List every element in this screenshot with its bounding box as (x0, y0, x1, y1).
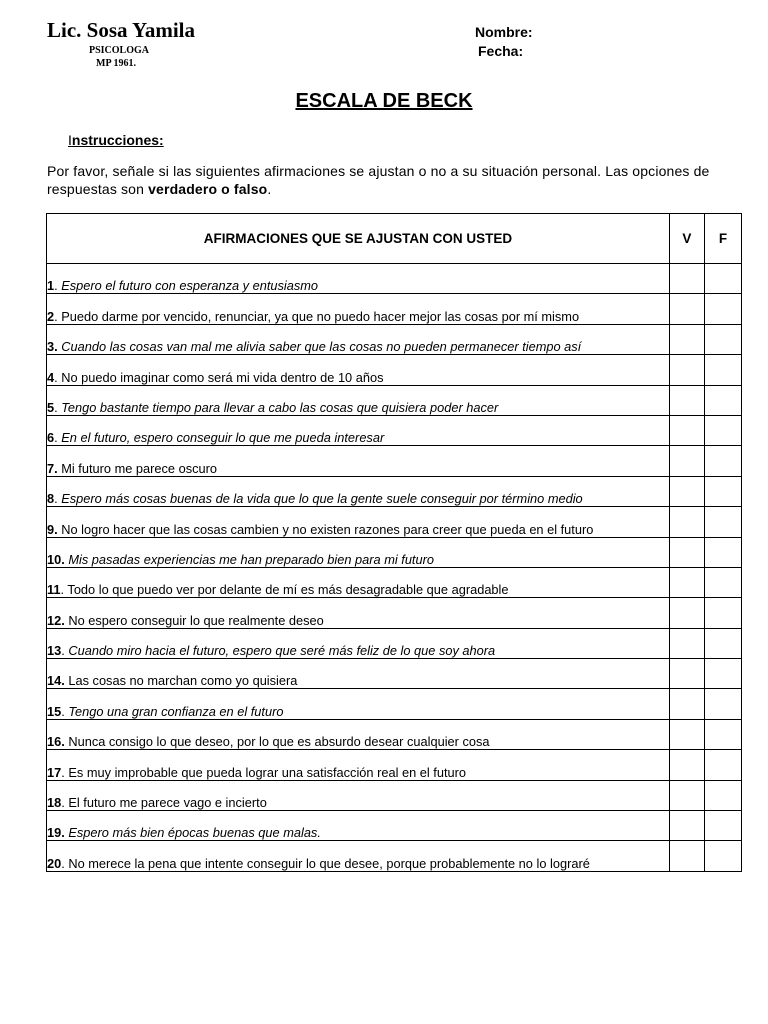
table-row (47, 567, 742, 597)
instructions-heading (68, 132, 164, 148)
statement-number: 3. (47, 339, 58, 355)
statement-text: Mi futuro me parece oscuro (57, 460, 218, 476)
false-answer-cell[interactable] (704, 567, 741, 597)
statement-number-separator: . (54, 308, 58, 324)
true-answer-cell[interactable] (669, 476, 704, 506)
true-answer-cell[interactable] (669, 355, 704, 385)
instructions-text (47, 162, 737, 198)
statement-text: En el futuro, espero conseguir lo que me pueda interesar (57, 430, 385, 446)
true-answer-cell[interactable] (669, 294, 704, 324)
table-row (47, 355, 742, 385)
statement-cell (47, 294, 670, 324)
true-answer-cell[interactable] (669, 659, 704, 689)
true-answer-cell[interactable] (669, 385, 704, 415)
statement-number: 4 (47, 369, 55, 385)
true-answer-cell[interactable] (669, 415, 704, 445)
statement-number: 19. (47, 825, 65, 841)
table-row (47, 537, 742, 567)
statement-number: 8 (47, 491, 55, 507)
false-answer-cell[interactable] (704, 415, 741, 445)
statement-cell (47, 324, 670, 354)
license-number: MP 1961. (96, 58, 136, 69)
statement-number-separator: . (61, 764, 65, 780)
statement-number-separator: . (54, 278, 58, 294)
table-row (47, 446, 742, 476)
false-answer-cell[interactable] (704, 689, 741, 719)
instructions-text-end: . (267, 181, 272, 197)
true-column-header: V (669, 214, 704, 264)
true-answer-cell[interactable] (669, 598, 704, 628)
date-field-label: Fecha: (478, 43, 524, 59)
statement-number: 12. (47, 612, 65, 628)
statement-text: No logro hacer que las cosas cambien y no existen razones para creer que pueda en el futuro (57, 521, 594, 537)
false-answer-cell[interactable] (704, 659, 741, 689)
statement-cell (47, 507, 670, 537)
statement-number: 5 (47, 399, 55, 415)
statement-cell (47, 689, 670, 719)
statement-cell (47, 385, 670, 415)
statement-text: Puedo darme por vencido, renunciar, ya que no puedo hacer mejor las cosas por mí mismo (57, 308, 580, 324)
instructions-text-start: Por favor, señale si las siguientes afirmaciones se ajustan o no a su situación personal. Las opciones de respuestas son (47, 163, 710, 197)
statement-text: Mis pasadas experiencias me han preparado bien para mi futuro (64, 551, 434, 567)
false-answer-cell[interactable] (704, 264, 741, 294)
statement-text: No puedo imaginar como será mi vida dentro de 10 años (57, 369, 384, 385)
false-answer-cell[interactable] (704, 476, 741, 506)
statement-number: 17 (47, 764, 62, 780)
statements-column-header: AFIRMACIONES QUE SE AJUSTAN CON USTED (47, 214, 670, 264)
statement-number: 7. (47, 460, 58, 476)
table-row (47, 598, 742, 628)
statement-number: 9. (47, 521, 58, 537)
instructions-answer-options: verdadero o falso (148, 181, 268, 197)
instructions-heading-initial: I (68, 132, 72, 148)
true-answer-cell[interactable] (669, 719, 704, 749)
document-title: ESCALA DE BECK (295, 90, 473, 112)
true-answer-cell[interactable] (669, 507, 704, 537)
true-answer-cell[interactable] (669, 628, 704, 658)
statement-number: 6 (47, 430, 55, 446)
beck-scale-table (46, 213, 742, 872)
statement-cell (47, 659, 670, 689)
statement-text: Las cosas no marchan como yo quisiera (64, 673, 298, 689)
statement-cell (47, 567, 670, 597)
true-answer-cell[interactable] (669, 689, 704, 719)
statement-cell (47, 811, 670, 841)
statement-cell (47, 446, 670, 476)
false-answer-cell[interactable] (704, 385, 741, 415)
false-answer-cell[interactable] (704, 780, 741, 810)
table-header-row (47, 214, 742, 264)
statement-text: Tengo una gran confianza en el futuro (64, 703, 284, 719)
table-row (47, 689, 742, 719)
statement-cell (47, 780, 670, 810)
statement-cell (47, 264, 670, 294)
table-row (47, 507, 742, 537)
statement-number: 13 (47, 643, 62, 659)
false-answer-cell[interactable] (704, 324, 741, 354)
table-row (47, 841, 742, 871)
statement-number: 14. (47, 673, 65, 689)
statement-number: 2 (47, 308, 55, 324)
true-answer-cell[interactable] (669, 537, 704, 567)
table-row (47, 294, 742, 324)
statement-number: 10. (47, 551, 65, 567)
instructions-heading-rest: nstrucciones: (71, 132, 164, 148)
false-answer-cell[interactable] (704, 446, 741, 476)
true-answer-cell[interactable] (669, 446, 704, 476)
false-answer-cell[interactable] (704, 628, 741, 658)
false-answer-cell[interactable] (704, 294, 741, 324)
table-row (47, 415, 742, 445)
true-answer-cell[interactable] (669, 780, 704, 810)
statement-text: No espero conseguir lo que realmente deseo (64, 612, 324, 628)
statement-number-separator: . (54, 430, 58, 446)
true-answer-cell[interactable] (669, 750, 704, 780)
table-row (47, 780, 742, 810)
table-row (47, 659, 742, 689)
statement-number-separator: . (54, 491, 58, 507)
false-answer-cell[interactable] (704, 841, 741, 871)
statement-number: 20 (47, 855, 62, 871)
table-row (47, 476, 742, 506)
table-row (47, 719, 742, 749)
statement-text: Espero más cosas buenas de la vida que lo que la gente suele conseguir por término medio (57, 491, 583, 507)
statement-text: Cuando las cosas van mal me alivia saber que las cosas no pueden permanecer tiempo así (57, 339, 582, 355)
statement-text: No merece la pena que intente conseguir lo que desee, porque probablemente no lo lograré (64, 855, 590, 871)
statement-text: El futuro me parece vago e incierto (64, 795, 267, 811)
table-row (47, 811, 742, 841)
table-row (47, 628, 742, 658)
statement-cell (47, 598, 670, 628)
statement-cell (47, 628, 670, 658)
true-answer-cell[interactable] (669, 811, 704, 841)
statement-text: Todo lo que puedo ver por delante de mí es más desagradable que agradable (64, 582, 509, 598)
statement-text: Cuando miro hacia el futuro, espero que seré más feliz de lo que soy ahora (64, 643, 496, 659)
name-field-label: Nombre: (475, 24, 533, 40)
false-answer-cell[interactable] (704, 355, 741, 385)
statement-text: Nunca consigo lo que deseo, por lo que es absurdo desear cualquier cosa (64, 734, 490, 750)
true-answer-cell[interactable] (669, 264, 704, 294)
statement-number-separator: . (54, 369, 58, 385)
false-answer-cell[interactable] (704, 537, 741, 567)
statement-number: 15 (47, 703, 62, 719)
statement-text: Es muy improbable que pueda lograr una satisfacción real en el futuro (64, 764, 466, 780)
statement-number-separator: . (61, 855, 65, 871)
table-row (47, 324, 742, 354)
false-answer-cell[interactable] (704, 598, 741, 628)
statement-number-separator: . (54, 399, 58, 415)
false-answer-cell[interactable] (704, 507, 741, 537)
true-answer-cell[interactable] (669, 841, 704, 871)
statement-number: 18 (47, 795, 62, 811)
statement-number-separator: . (61, 795, 65, 811)
statement-text: Espero más bien épocas buenas que malas. (64, 825, 321, 841)
statement-number: 16. (47, 734, 65, 750)
table-row (47, 385, 742, 415)
statement-number: 11 (47, 582, 61, 598)
statement-number-separator: . (60, 582, 65, 598)
statement-cell (47, 355, 670, 385)
doctor-name: Lic. Sosa Yamila (47, 18, 195, 42)
statement-cell (47, 537, 670, 567)
statement-number-separator: . (61, 703, 65, 719)
table-row (47, 750, 742, 780)
false-column-header: F (704, 214, 741, 264)
statement-number-separator: . (61, 643, 65, 659)
table-row (47, 264, 742, 294)
true-answer-cell[interactable] (669, 567, 704, 597)
statement-cell (47, 841, 670, 871)
doctor-profession: PSICOLOGA (89, 45, 150, 56)
false-answer-cell[interactable] (704, 750, 741, 780)
false-answer-cell[interactable] (704, 811, 741, 841)
statement-cell (47, 415, 670, 445)
true-answer-cell[interactable] (669, 324, 704, 354)
statement-text: Tengo bastante tiempo para llevar a cabo las cosas que quisiera poder hacer (57, 399, 499, 415)
statement-cell (47, 476, 670, 506)
statement-cell (47, 719, 670, 749)
statement-number: 1 (47, 278, 55, 294)
statement-cell (47, 750, 670, 780)
false-answer-cell[interactable] (704, 719, 741, 749)
statement-text: Espero el futuro con esperanza y entusiasmo (57, 278, 319, 294)
